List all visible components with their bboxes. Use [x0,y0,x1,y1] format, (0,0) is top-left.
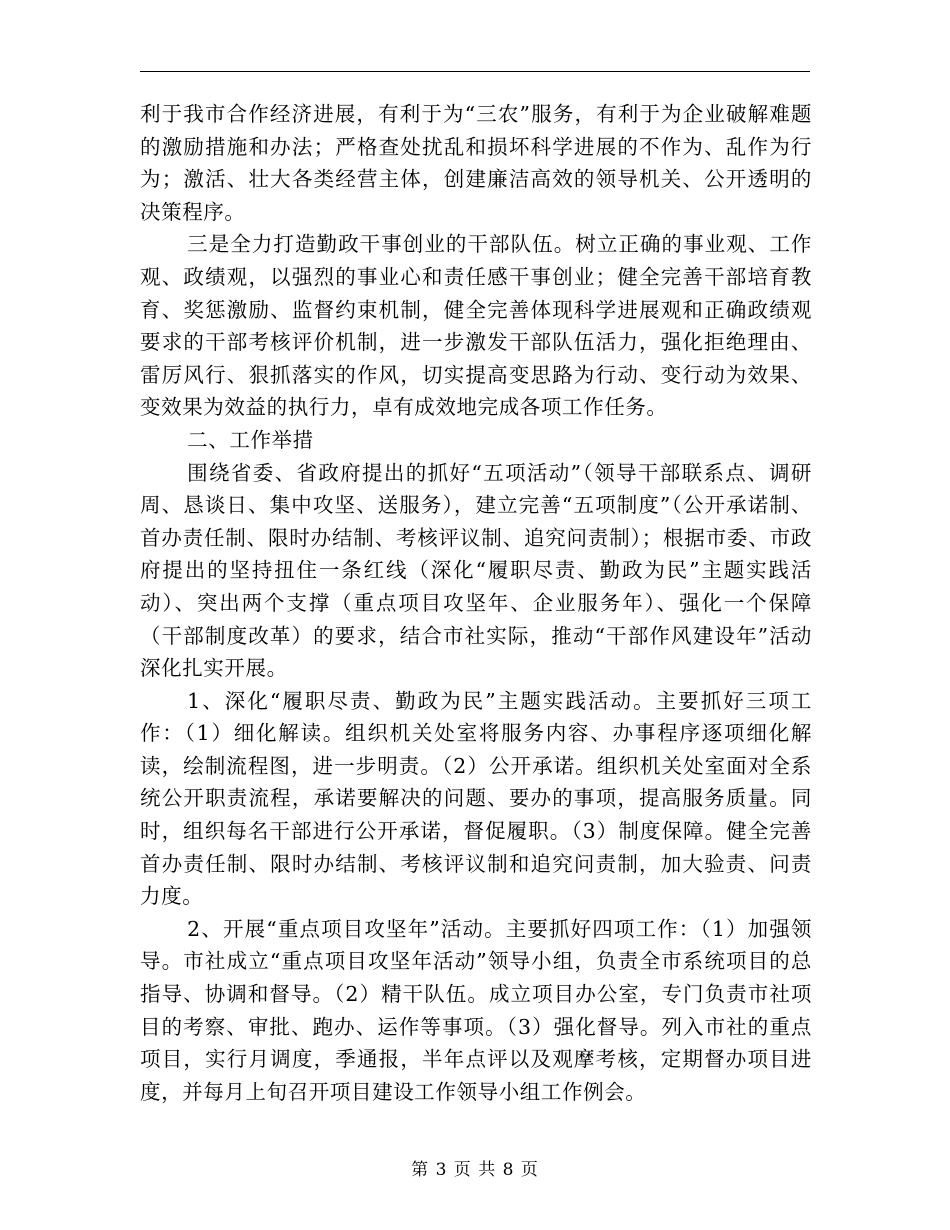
page-number-footer: 第 3 页 共 8 页 [411,1160,539,1180]
section-heading-measures: 二、工作举措 [187,427,314,452]
paragraph-five-activities: 围绕省委、省政府提出的抓好“五项活动”（领导干部联系点、调研周、恳谈日、集中攻坚、送服务），建立完善“五项制度”（公开承诺制、首办责任制、限时办结制、考核评议制、追究问责制）；根据市委、市政府提出的坚持扭住一条红线（深化“履职尽责、勤政为民”主题实践活动）、突出两个支撑（重点项目攻坚年、企业服务年）、强化一个保障（干部制度改革）的要求，结合市社实际，推动“干部作风建设年”活动深化扎实开展。 [140,460,812,681]
document-body [140,98,812,1108]
paragraph-cadre-team: 三是全力打造勤政干事创业的干部队伍。树立正确的事业观、工作观、政绩观，以强烈的事业心和责任感干事创业；健全完善干部培育教育、奖惩激励、监督约束机制，健全完善体现科学进展观和正确政绩观要求的干部考核评价机制，进一步激发干部队伍活力，强化拒绝理由、雷厉风行、狠抓落实的作风，切实提高变思路为行动、变行动为效果、变效果为效益的执行力，卓有成效地完成各项工作任务。 [140,232,812,420]
paragraph-item-2: 2、开展“重点项目攻坚年”活动。主要抓好四项工作：（1）加强领导。市社成立“重点项目攻坚年活动”领导小组，负责全市系统项目的总指导、协调和督导。（2）精干队伍。成立项目办公室，专门负责市社项目的考察、审批、跑办、运作等事项。（3）强化督导。列入市社的重点项目，实行月调度，季通报，半年点评以及观摩考核，定期督办项目进度，并每月上旬召开项目建设工作领导小组工作例会。 [140,916,812,1104]
paragraph-continuation: 利于我市合作经济进展，有利于为“三农”服务，有利于为企业破解难题的激励措施和办法；严格查处扰乱和损坏科学进展的不作为、乱作为行为；激活、壮大各类经营主体，创建廉洁高效的领导机关、公开透明的决策程序。 [140,102,812,224]
paragraph-item-1: 1、深化“履职尽责、勤政为民”主题实践活动。主要抓好三项工作：（1）细化解读。组织机关处室将服务内容、办事程序逐项细化解读，绘制流程图，进一步明责。（2）公开承诺。组织机关处室面对全系统公开职责流程，承诺要解决的问题、要办的事项，提高服务质量。同时，组织每名干部进行公开承诺，督促履职。（3）制度保障。健全完善首办责任制、限时办结制、考核评议制和追究问责制，加大验责、问责力度。 [140,688,812,909]
header-rule [140,71,810,72]
